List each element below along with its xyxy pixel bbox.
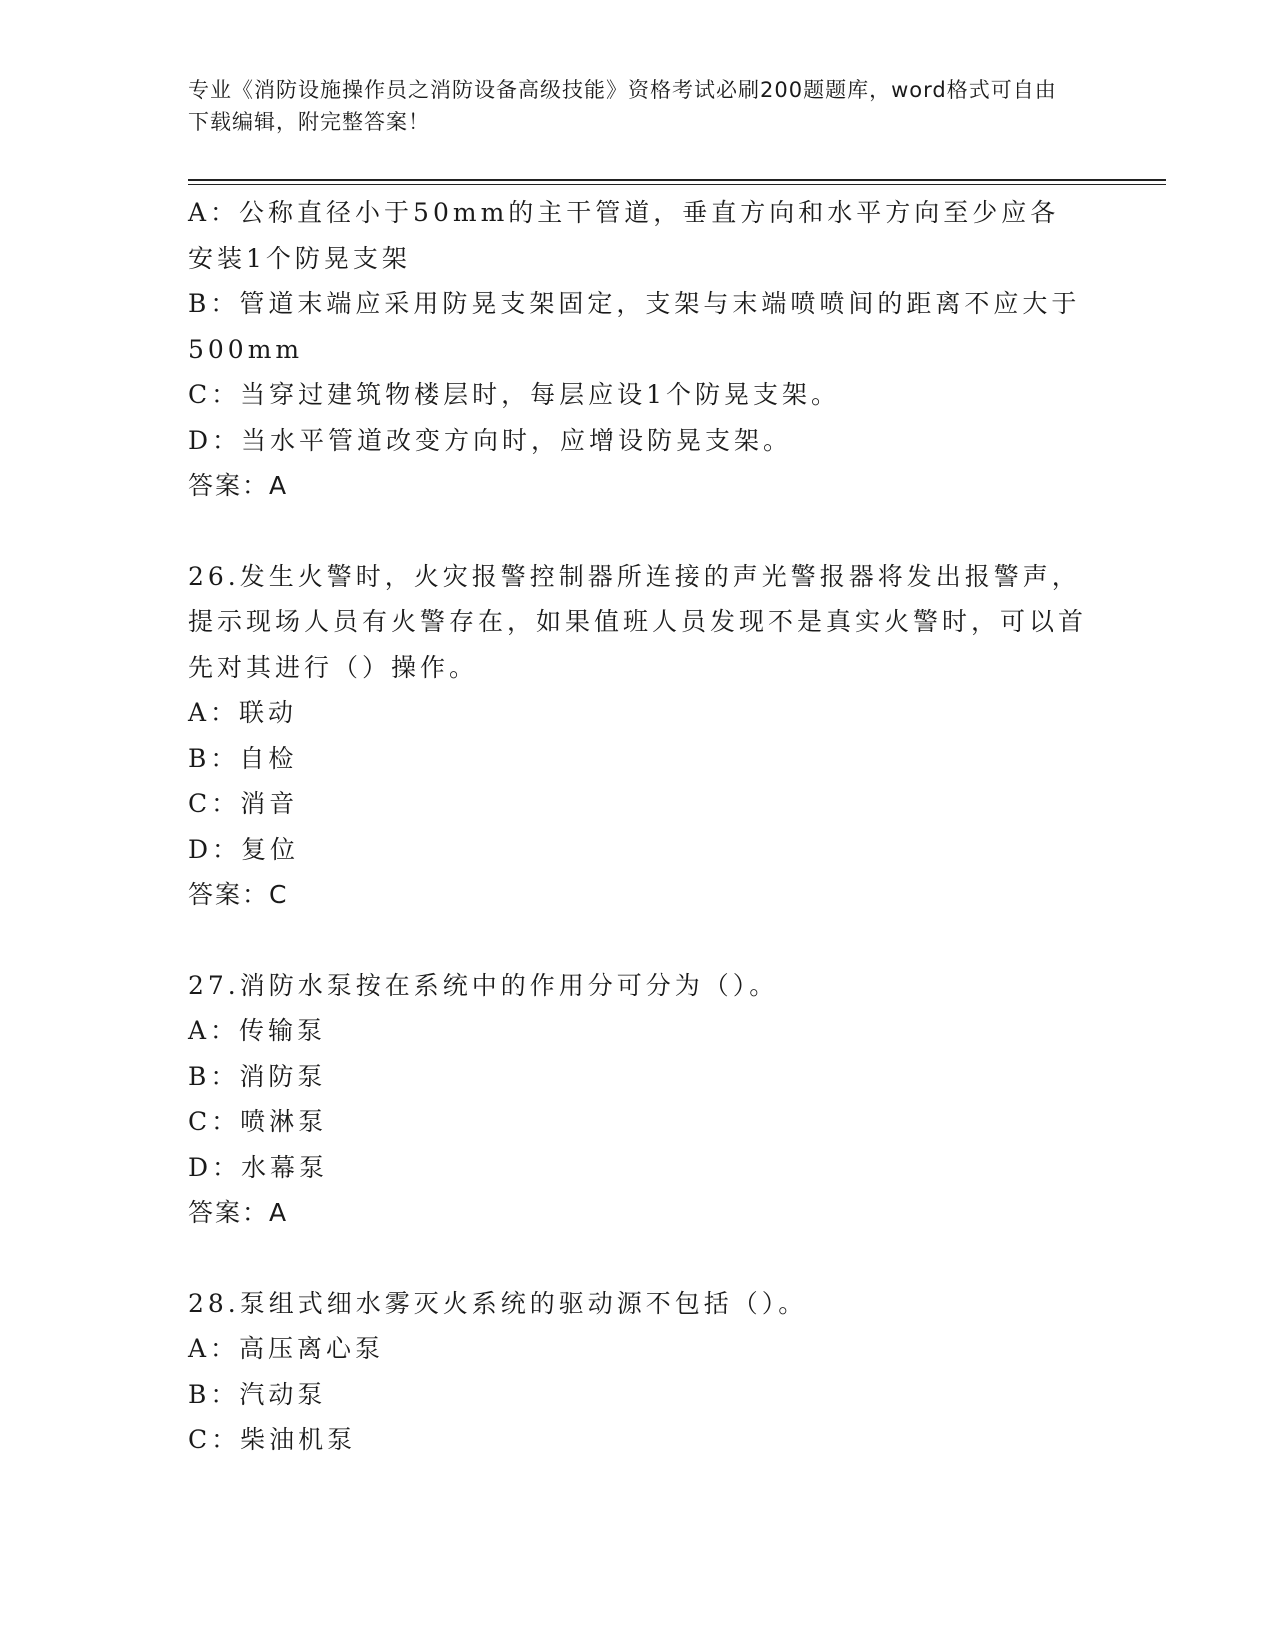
option-b: B：汽动泵 [188, 1379, 327, 1409]
question-28 [188, 1281, 1088, 1463]
option-a: A：公称直径小于50mm的主干管道，垂直方向和水平方向至少应各安装1个防晃支架 [188, 198, 1060, 273]
option-a: A：高压离心泵 [188, 1334, 385, 1363]
option-c: C：当穿过建筑物楼层时，每层应设1个防晃支架。 [188, 380, 841, 409]
option-d: D：当水平管道改变方向时，应增设防晃支架。 [188, 425, 793, 455]
header-rule-thick [188, 179, 1166, 181]
option-a: A：联动 [188, 698, 298, 727]
question-text: 26.发生火警时，火灾报警控制器所连接的声光警报器将发出报警声，提示现场人员有火警存在，如果值班人员发现不是真实火警时，可以首先对其进行（）操作。 [188, 561, 1088, 682]
option-c: C：喷淋泵 [188, 1107, 328, 1136]
header-rule-thin [188, 184, 1166, 185]
option-d: D：复位 [188, 834, 300, 864]
answer: 答案：A [188, 471, 289, 500]
option-b: B：自检 [188, 743, 298, 773]
option-c: C：柴油机泵 [188, 1425, 357, 1454]
question-26 [188, 554, 1088, 918]
answer: 答案：C [188, 880, 289, 909]
question-list [188, 190, 1088, 1463]
question-25-tail [188, 190, 1088, 509]
option-c: C：消音 [188, 789, 299, 818]
question-27 [188, 963, 1088, 1236]
option-a: A：传输泵 [188, 1016, 327, 1045]
option-b: B：消防泵 [188, 1061, 327, 1091]
question-text: 27.消防水泵按在系统中的作用分可分为（）。 [188, 970, 779, 1000]
option-d: D：水幕泵 [188, 1152, 329, 1182]
question-text: 28.泵组式细水雾灭火系统的驱动源不包括（）。 [188, 1288, 808, 1318]
option-b: B：管道末端应采用防晃支架固定，支架与末端喷喷间的距离不应大于500mm [188, 289, 1081, 364]
document-header: 专业《消防设施操作员之消防设备高级技能》资格考试必刷200题题库，word格式可自由下载编辑，附完整答案！ [188, 78, 1057, 134]
answer: 答案：A [188, 1198, 289, 1227]
